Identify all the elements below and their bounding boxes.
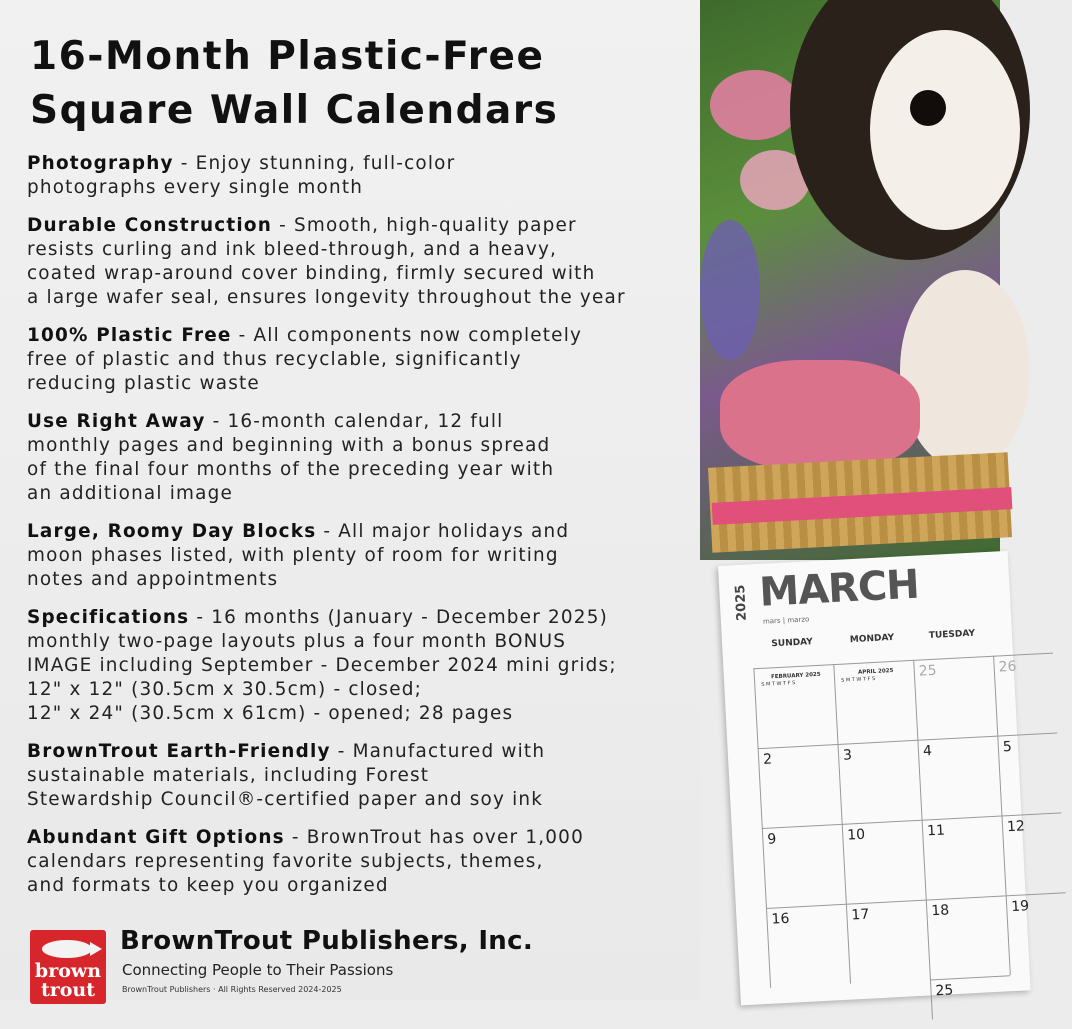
feature-heading: Photography <box>27 153 174 174</box>
date-number: 4 <box>922 743 933 760</box>
calendar-cell <box>1006 892 1070 975</box>
calendar-cell <box>833 660 917 744</box>
date-number: 9 <box>766 831 777 848</box>
calendar-year: 2025 <box>733 584 750 622</box>
title-line-1: 16-Month Plastic-Free <box>30 34 545 79</box>
pink-blanket <box>720 360 920 470</box>
feature-heading: Durable Construction <box>27 215 273 236</box>
date-number: 3 <box>842 747 853 764</box>
calendar-cell <box>846 900 930 984</box>
calendar-cell <box>997 732 1061 815</box>
feature-heading: Specifications <box>27 607 190 628</box>
title-line-2: Square Wall Calendars <box>30 88 559 133</box>
date-number: 10 <box>846 826 866 844</box>
calendar-cell <box>913 656 997 740</box>
publisher-tagline: Connecting People to Their Passions <box>122 961 394 979</box>
calendar-cell <box>766 904 850 988</box>
mini-grid-april: APRIL 2025 S M T W T F S <box>840 667 894 684</box>
date-number: 12 <box>1006 818 1026 836</box>
feature-plastic-free: 100% Plastic Free - All components now completely free of plastic and thus recyclable, significantly reducing plastic waste <box>27 325 583 394</box>
calendar-cell <box>762 824 846 908</box>
calendar-cell <box>930 975 1012 1019</box>
mini-grid-february: FEBRUARY 2025 S M T W T F S <box>761 671 821 688</box>
logo-word-brown: brown <box>34 960 102 982</box>
feature-heading: Use Right Away <box>27 411 206 432</box>
date-number: 26 <box>998 658 1017 676</box>
browntrout-logo <box>30 930 106 1004</box>
feature-gift-options: Abundant Gift Options - BrownTrout has over 1,000 calendars representing favorite subjects, themes, and formats to keep you organized <box>27 827 584 896</box>
date-number: 17 <box>851 906 870 924</box>
flower-blob <box>710 70 800 140</box>
feature-heading: 100% Plastic Free <box>27 325 232 346</box>
feature-heading: BrownTrout Earth-Friendly <box>27 741 331 762</box>
feature-specifications: Specifications - 16 months (January - December 2025) monthly two-page layouts plus a four month BONUS IMAGE including September - December 2024 mini grids; 12" x 12" (30.5cm x 30.5cm) - closed; 12" x 24" (30.5cm x 61cm) - opened; 28 pages <box>27 607 617 724</box>
feature-list <box>27 152 699 912</box>
puppy-photo <box>700 0 1000 560</box>
day-header-tuesday: TUESDAY <box>928 628 976 642</box>
page-title <box>30 30 690 138</box>
puppy-face <box>870 30 1020 230</box>
calendar-cell <box>837 740 921 824</box>
calendar-cell <box>753 664 837 748</box>
feature-heading: Abundant Gift Options <box>27 827 285 848</box>
puppy-chest <box>900 270 1030 470</box>
logo-word-trout: trout <box>40 979 96 1001</box>
day-header-monday: MONDAY <box>849 632 895 646</box>
date-number: 25 <box>918 662 938 680</box>
calendar-grid <box>753 655 1030 1008</box>
date-number: 11 <box>926 822 946 840</box>
feature-use-right-away: Use Right Away - 16-month calendar, 12 full monthly pages and beginning with a bonus spread of the final four months of the preceding year with an additional image <box>27 411 555 504</box>
feature-earth-friendly: BrownTrout Earth-Friendly - Manufactured with sustainable materials, including Forest Stewardship Council®-certified paper and soy ink <box>27 741 546 810</box>
feature-day-blocks: Large, Roomy Day Blocks - All major holidays and moon phases listed, with plenty of room for writing notes and appointments <box>27 521 570 590</box>
feature-heading: Large, Roomy Day Blocks <box>27 521 317 542</box>
date-number: 19 <box>1010 898 1030 916</box>
calendar-cell <box>926 895 1010 979</box>
date-number: 18 <box>930 902 950 920</box>
puppy-eye <box>910 90 946 126</box>
feature-photography: Photography - Enjoy stunning, full-color photographs every single month <box>27 153 456 198</box>
calendar-cell <box>922 816 1006 900</box>
calendar-cell <box>758 744 842 828</box>
calendar-month-sub: mars | marzo <box>762 615 810 626</box>
date-number: 2 <box>762 751 773 768</box>
date-number: 5 <box>1002 738 1013 756</box>
calendar-cell <box>842 820 926 904</box>
date-number: 25 <box>935 982 954 1000</box>
publisher-block <box>30 926 690 1000</box>
publisher-rights: BrownTrout Publishers · All Rights Reserved 2024-2025 <box>122 985 342 994</box>
calendar-cell <box>917 736 1001 820</box>
date-number: 16 <box>771 910 790 928</box>
trout-icon <box>42 940 92 958</box>
flower-blob <box>700 220 760 360</box>
calendar-cell <box>1001 812 1065 895</box>
calendar-page-preview <box>718 551 1031 1006</box>
day-header-sunday: SUNDAY <box>771 637 814 650</box>
calendar-month: MARCH <box>758 561 920 616</box>
calendar-cell <box>993 653 1057 736</box>
feature-durable-construction: Durable Construction - Smooth, high-quality paper resists curling and ink bleed-through, and a heavy, coated wrap-around cover binding, firmly secured with a large wafer seal, ensures longevity throughout the year <box>27 215 626 308</box>
publisher-name: BrownTrout Publishers, Inc. <box>120 926 534 956</box>
